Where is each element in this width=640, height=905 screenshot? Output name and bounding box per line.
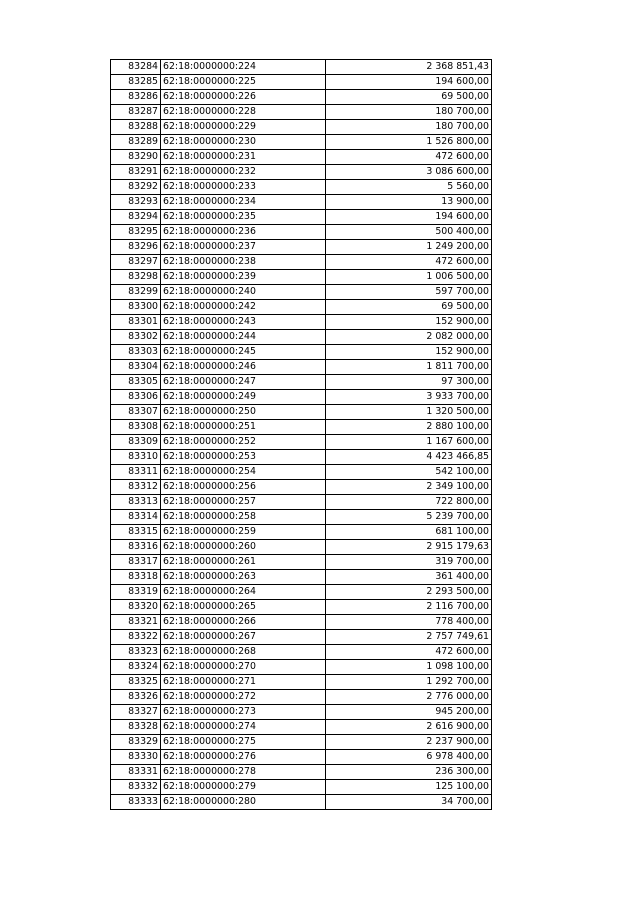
- row-number-cell: 83290: [111, 150, 161, 165]
- cadastral-number-cell: 62:18:0000000:271: [161, 675, 326, 690]
- row-number-cell: 83296: [111, 240, 161, 255]
- cadastral-number-cell: 62:18:0000000:232: [161, 165, 326, 180]
- cadastral-value-cell: 69 500,00: [326, 300, 492, 315]
- row-number-cell: 83284: [111, 60, 161, 75]
- cadastral-value-cell: 2 237 900,00: [326, 735, 492, 750]
- table-row: [111, 135, 492, 150]
- cadastral-number-cell: 62:18:0000000:270: [161, 660, 326, 675]
- row-number-cell: 83325: [111, 675, 161, 690]
- cadastral-number-cell: 62:18:0000000:230: [161, 135, 326, 150]
- cadastral-number-cell: 62:18:0000000:264: [161, 585, 326, 600]
- table-row: [111, 720, 492, 735]
- row-number-cell: 83298: [111, 270, 161, 285]
- cadastral-number-cell: 62:18:0000000:245: [161, 345, 326, 360]
- cadastral-value-cell: 2 349 100,00: [326, 480, 492, 495]
- table-row: [111, 225, 492, 240]
- table-row: [111, 525, 492, 540]
- table-row: [111, 330, 492, 345]
- cadastral-value-cell: 500 400,00: [326, 225, 492, 240]
- row-number-cell: 83286: [111, 90, 161, 105]
- cadastral-value-cell: 125 100,00: [326, 780, 492, 795]
- table-row: [111, 240, 492, 255]
- cadastral-number-cell: 62:18:0000000:258: [161, 510, 326, 525]
- table-row: [111, 795, 492, 810]
- cadastral-value-cell: 2 757 749,61: [326, 630, 492, 645]
- cadastral-value-cell: 472 600,00: [326, 255, 492, 270]
- table-row: [111, 375, 492, 390]
- cadastral-number-cell: 62:18:0000000:257: [161, 495, 326, 510]
- row-number-cell: 83318: [111, 570, 161, 585]
- cadastral-value-cell: 1 292 700,00: [326, 675, 492, 690]
- row-number-cell: 83330: [111, 750, 161, 765]
- table-row: [111, 60, 492, 75]
- row-number-cell: 83293: [111, 195, 161, 210]
- row-number-cell: 83287: [111, 105, 161, 120]
- cadastral-number-cell: 62:18:0000000:259: [161, 525, 326, 540]
- table-row: [111, 450, 492, 465]
- row-number-cell: 83311: [111, 465, 161, 480]
- cadastral-value-cell: 194 600,00: [326, 210, 492, 225]
- cadastral-number-cell: 62:18:0000000:251: [161, 420, 326, 435]
- cadastral-value-cell: 6 978 400,00: [326, 750, 492, 765]
- table-row: [111, 255, 492, 270]
- cadastral-value-cell: 2 293 500,00: [326, 585, 492, 600]
- cadastral-number-cell: 62:18:0000000:246: [161, 360, 326, 375]
- table-row: [111, 285, 492, 300]
- cadastral-value-cell: 236 300,00: [326, 765, 492, 780]
- cadastral-value-cell: 2 880 100,00: [326, 420, 492, 435]
- table-row: [111, 630, 492, 645]
- cadastral-value-cell: 97 300,00: [326, 375, 492, 390]
- table-row: [111, 300, 492, 315]
- cadastral-value-cell: 597 700,00: [326, 285, 492, 300]
- table-row: [111, 585, 492, 600]
- row-number-cell: 83329: [111, 735, 161, 750]
- table-row: [111, 600, 492, 615]
- table-row: [111, 675, 492, 690]
- row-number-cell: 83292: [111, 180, 161, 195]
- table-row: [111, 540, 492, 555]
- cadastral-value-cell: 34 700,00: [326, 795, 492, 810]
- row-number-cell: 83301: [111, 315, 161, 330]
- row-number-cell: 83326: [111, 690, 161, 705]
- cadastral-value-cell: 2 776 000,00: [326, 690, 492, 705]
- cadastral-number-cell: 62:18:0000000:225: [161, 75, 326, 90]
- cadastral-value-cell: 1 098 100,00: [326, 660, 492, 675]
- cadastral-number-cell: 62:18:0000000:235: [161, 210, 326, 225]
- row-number-cell: 83294: [111, 210, 161, 225]
- cadastral-value-cell: 945 200,00: [326, 705, 492, 720]
- cadastral-value-cell: 180 700,00: [326, 105, 492, 120]
- cadastral-number-cell: 62:18:0000000:244: [161, 330, 326, 345]
- cadastral-value-cell: 5 239 700,00: [326, 510, 492, 525]
- cadastral-number-cell: 62:18:0000000:252: [161, 435, 326, 450]
- cadastral-number-cell: 62:18:0000000:266: [161, 615, 326, 630]
- table-row: [111, 180, 492, 195]
- row-number-cell: 83321: [111, 615, 161, 630]
- table-row: [111, 465, 492, 480]
- row-number-cell: 83333: [111, 795, 161, 810]
- row-number-cell: 83289: [111, 135, 161, 150]
- table-row: [111, 195, 492, 210]
- cadastral-number-cell: 62:18:0000000:278: [161, 765, 326, 780]
- cadastral-number-cell: 62:18:0000000:231: [161, 150, 326, 165]
- cadastral-value-cell: 1 320 500,00: [326, 405, 492, 420]
- row-number-cell: 83300: [111, 300, 161, 315]
- cadastral-value-cell: 2 616 900,00: [326, 720, 492, 735]
- cadastral-number-cell: 62:18:0000000:273: [161, 705, 326, 720]
- cadastral-number-cell: 62:18:0000000:279: [161, 780, 326, 795]
- cadastral-number-cell: 62:18:0000000:254: [161, 465, 326, 480]
- cadastral-number-cell: 62:18:0000000:253: [161, 450, 326, 465]
- cadastral-value-cell: 1 249 200,00: [326, 240, 492, 255]
- cadastral-value-cell: 1 811 700,00: [326, 360, 492, 375]
- cadastral-value-cell: 5 560,00: [326, 180, 492, 195]
- row-number-cell: 83328: [111, 720, 161, 735]
- table-row: [111, 690, 492, 705]
- row-number-cell: 83324: [111, 660, 161, 675]
- table-row: [111, 705, 492, 720]
- cadastral-value-cell: 722 800,00: [326, 495, 492, 510]
- row-number-cell: 83317: [111, 555, 161, 570]
- cadastral-number-cell: 62:18:0000000:239: [161, 270, 326, 285]
- table-row: [111, 360, 492, 375]
- row-number-cell: 83308: [111, 420, 161, 435]
- row-number-cell: 83315: [111, 525, 161, 540]
- table-row: [111, 735, 492, 750]
- table-row: [111, 345, 492, 360]
- row-number-cell: 83316: [111, 540, 161, 555]
- table-row: [111, 435, 492, 450]
- table-row: [111, 480, 492, 495]
- cadastral-value-cell: 4 423 466,85: [326, 450, 492, 465]
- table-row: [111, 165, 492, 180]
- table-row: [111, 315, 492, 330]
- row-number-cell: 83320: [111, 600, 161, 615]
- cadastral-number-cell: 62:18:0000000:240: [161, 285, 326, 300]
- row-number-cell: 83332: [111, 780, 161, 795]
- cadastral-number-cell: 62:18:0000000:229: [161, 120, 326, 135]
- cadastral-number-cell: 62:18:0000000:226: [161, 90, 326, 105]
- row-number-cell: 83306: [111, 390, 161, 405]
- row-number-cell: 83304: [111, 360, 161, 375]
- cadastral-value-cell: 180 700,00: [326, 120, 492, 135]
- table-row: [111, 75, 492, 90]
- row-number-cell: 83310: [111, 450, 161, 465]
- cadastral-number-cell: 62:18:0000000:265: [161, 600, 326, 615]
- row-number-cell: 83297: [111, 255, 161, 270]
- row-number-cell: 83322: [111, 630, 161, 645]
- cadastral-number-cell: 62:18:0000000:267: [161, 630, 326, 645]
- table-row: [111, 750, 492, 765]
- cadastral-value-cell: 69 500,00: [326, 90, 492, 105]
- cadastral-number-cell: 62:18:0000000:234: [161, 195, 326, 210]
- table-row: [111, 495, 492, 510]
- row-number-cell: 83299: [111, 285, 161, 300]
- row-number-cell: 83312: [111, 480, 161, 495]
- cadastral-number-cell: 62:18:0000000:237: [161, 240, 326, 255]
- table-row: [111, 405, 492, 420]
- cadastral-value-cell: 2 368 851,43: [326, 60, 492, 75]
- cadastral-value-cell: 194 600,00: [326, 75, 492, 90]
- row-number-cell: 83331: [111, 765, 161, 780]
- cadastral-number-cell: 62:18:0000000:276: [161, 750, 326, 765]
- table-body: [111, 60, 492, 810]
- cadastral-number-cell: 62:18:0000000:238: [161, 255, 326, 270]
- row-number-cell: 83327: [111, 705, 161, 720]
- table-row: [111, 660, 492, 675]
- cadastral-number-cell: 62:18:0000000:261: [161, 555, 326, 570]
- cadastral-number-cell: 62:18:0000000:275: [161, 735, 326, 750]
- cadastral-number-cell: 62:18:0000000:249: [161, 390, 326, 405]
- cadastral-value-cell: 152 900,00: [326, 315, 492, 330]
- cadastral-number-cell: 62:18:0000000:250: [161, 405, 326, 420]
- row-number-cell: 83313: [111, 495, 161, 510]
- table-row: [111, 555, 492, 570]
- cadastral-number-cell: 62:18:0000000:263: [161, 570, 326, 585]
- row-number-cell: 83307: [111, 405, 161, 420]
- cadastral-number-cell: 62:18:0000000:224: [161, 60, 326, 75]
- cadastral-value-cell: 778 400,00: [326, 615, 492, 630]
- row-number-cell: 83288: [111, 120, 161, 135]
- cadastral-value-cell: 542 100,00: [326, 465, 492, 480]
- cadastral-number-cell: 62:18:0000000:233: [161, 180, 326, 195]
- cadastral-number-cell: 62:18:0000000:236: [161, 225, 326, 240]
- cadastral-number-cell: 62:18:0000000:280: [161, 795, 326, 810]
- row-number-cell: 83303: [111, 345, 161, 360]
- table-row: [111, 390, 492, 405]
- cadastral-number-cell: 62:18:0000000:228: [161, 105, 326, 120]
- table-row: [111, 420, 492, 435]
- cadastral-value-cell: 13 900,00: [326, 195, 492, 210]
- table-row: [111, 645, 492, 660]
- row-number-cell: 83285: [111, 75, 161, 90]
- cadastral-number-cell: 62:18:0000000:268: [161, 645, 326, 660]
- cadastral-number-cell: 62:18:0000000:256: [161, 480, 326, 495]
- cadastral-value-cell: 681 100,00: [326, 525, 492, 540]
- cadastral-value-cell: 2 915 179,63: [326, 540, 492, 555]
- row-number-cell: 83314: [111, 510, 161, 525]
- table-row: [111, 570, 492, 585]
- cadastral-value-cell: 2 082 000,00: [326, 330, 492, 345]
- cadastral-value-cell: 472 600,00: [326, 150, 492, 165]
- table-row: [111, 765, 492, 780]
- table-row: [111, 270, 492, 285]
- cadastral-value-cell: 2 116 700,00: [326, 600, 492, 615]
- table-row: [111, 90, 492, 105]
- table-row: [111, 510, 492, 525]
- cadastral-value-cell: 1 167 600,00: [326, 435, 492, 450]
- cadastral-number-cell: 62:18:0000000:242: [161, 300, 326, 315]
- row-number-cell: 83302: [111, 330, 161, 345]
- table-row: [111, 120, 492, 135]
- cadastral-value-cell: 152 900,00: [326, 345, 492, 360]
- table-row: [111, 210, 492, 225]
- cadastral-number-cell: 62:18:0000000:247: [161, 375, 326, 390]
- cadastral-number-cell: 62:18:0000000:272: [161, 690, 326, 705]
- row-number-cell: 83295: [111, 225, 161, 240]
- cadastral-value-cell: 1 006 500,00: [326, 270, 492, 285]
- table-row: [111, 105, 492, 120]
- row-number-cell: 83323: [111, 645, 161, 660]
- table-row: [111, 150, 492, 165]
- table-row: [111, 615, 492, 630]
- cadastral-value-cell: 3 086 600,00: [326, 165, 492, 180]
- cadastral-value-table: [110, 59, 492, 810]
- cadastral-value-cell: 472 600,00: [326, 645, 492, 660]
- cadastral-value-cell: 361 400,00: [326, 570, 492, 585]
- cadastral-value-cell: 319 700,00: [326, 555, 492, 570]
- cadastral-number-cell: 62:18:0000000:274: [161, 720, 326, 735]
- table-row: [111, 780, 492, 795]
- cadastral-value-cell: 1 526 800,00: [326, 135, 492, 150]
- cadastral-number-cell: 62:18:0000000:243: [161, 315, 326, 330]
- row-number-cell: 83309: [111, 435, 161, 450]
- cadastral-value-cell: 3 933 700,00: [326, 390, 492, 405]
- cadastral-number-cell: 62:18:0000000:260: [161, 540, 326, 555]
- row-number-cell: 83305: [111, 375, 161, 390]
- row-number-cell: 83319: [111, 585, 161, 600]
- row-number-cell: 83291: [111, 165, 161, 180]
